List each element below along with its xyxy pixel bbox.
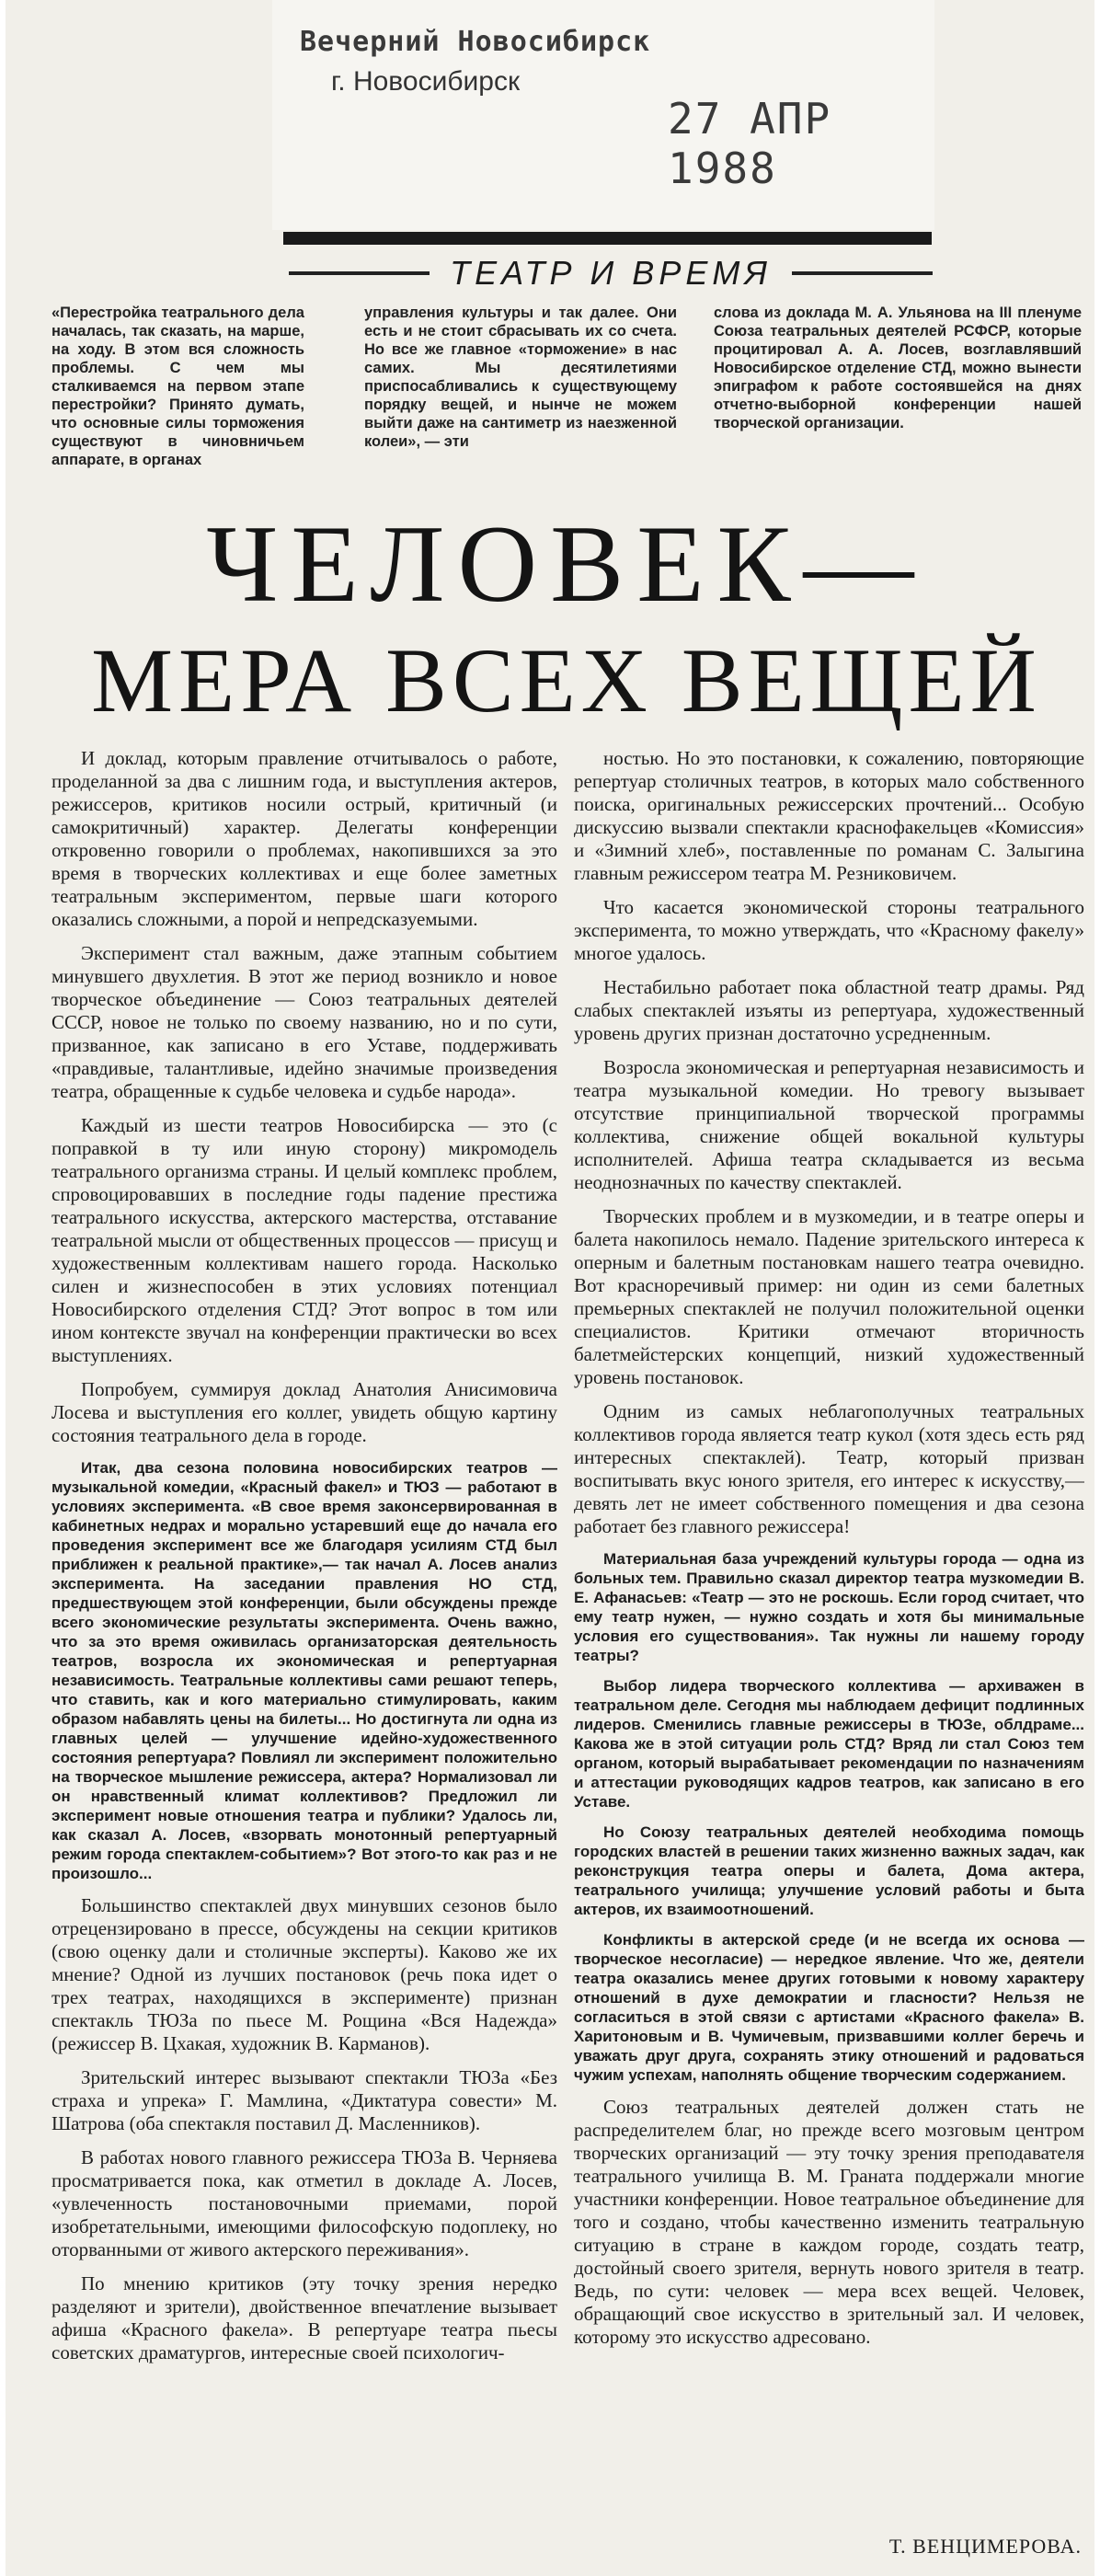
paragraph-bold-small: Материальная база учреждений культуры города — одна из больных тем. Правильно сказал директор театра музкомедии В. Е. Афанасьев: «Театр — это не роскошь. Если город считает, что ему театр нужен, — нужно создать и хотя бы минимальные условия его существования». Так нужны ли нашему городу театры?	[574, 1550, 1084, 1664]
paragraph-bold-small: Итак, два сезона половина новосибирских театров — музыкальной комедии, «Красный факел» и ТЮЗ — работают в условиях эксперимента. «В свое время законсервированная в кабинетных недрах и морально устаревший еще до начала его проведения эксперимент все же благодаря усилиям СТД был приближен к реальной практике»,— так начал А. Лосев анализ эксперимента. На заседании правления НО СТД, предшествующем этой конференции, были обсуждены прежде всего экономические результаты эксперимента. Очень важно, что за это время оживилась организаторская деятельность театров, возросла их экономическая и репертуарная независимость. Театральные коллективы сами решают теперь, что ставить, как и кого материально стимулировать, каким образом набавлять цены на билеты... Но достигнута ли одна из главных целей — улучшение идейно-художественного состояния репертуара? Повлиял ли эксперимент положительно на творческое мышление режиссера, актера? Нормализовал ли он нравственный климат коллективов? Предложил ли эксперимент новые отношения театра и публики? Удалось ли, как сказал А. Лосев, «взорвать монотонный репертуарный режим города спектаклем-событием»? Вот этого-то как раз и не произошло...	[52, 1459, 557, 1882]
paragraph-bold-small: Но Союзу театральных деятелей необходима помощь городских властей в решении таких жизненно важных задач, как реконструкция театра оперы и балета, Дома актера, театрального училища; улучшение условий работы и быта актеров, их взаимоотношений.	[574, 1823, 1084, 1918]
paragraph: Нестабильно работает пока областной театр драмы. Ряд слабых спектаклей изъяты из репертуара, художественный уровень других признан достаточно усредненным.	[574, 976, 1084, 1044]
paragraph-bold-small: Выбор лидера творческого коллектива — архиважен в театральном деле. Сегодня мы наблюдаем дефицит подлинных лидеров. Сменились главные режиссеры в ТЮЗе, облдраме... Какова же в этой ситуации роль СТД? Вряд ли стал Союз тем органом, который вырабатывает рекомендации по назначениям и аттестации руководящих кадров театров, как записано в его Уставе.	[574, 1677, 1084, 1811]
rubric-header	[289, 245, 933, 302]
lead-column-2: управления культуры и так далее. Они есть и не стоит сбрасывать их со счета. Но все же главное «торможение» в нас самих. Мы десятилетиями приспосабливались к существующему порядку вещей, и нынче не можем выйти даже на сантиметр из наезженной колеи», — эти	[364, 305, 677, 450]
lead-column-1: «Перестройка театрального дела началась, так сказать, на марше, на ходу. В этом вся сложность проблемы. С чем мы сталкиваемся на первом этапе перестройки? Принято думать, что основные силы торможения существуют в чиновничьем аппарате, в органах	[52, 305, 304, 468]
paragraph: Возросла экономическая и репертуарная независимость и театра музыкальной комедии. Но тревогу вызывает отсутствие принципиальной творческой программы коллектива, снижение общей вокальной культуры исполнителей. Афиша театра складывается из весьма неоднозначных по качеству спектаклей.	[574, 1056, 1084, 1193]
paragraph: Творческих проблем и в музкомедии, и в театре оперы и балета накопилось немало. Падение зрительского интереса к оперным и балетным постановкам нашего театра очевидно. Вот красноречивый пример: ни один из семи балетных премьерных спектаклей не получил положительной оценки специалистов. Критики отмечают вторичность балетмейстерских концепций, низкий художественный уровень постановок.	[574, 1205, 1084, 1388]
paragraph: Союз театральных деятелей должен стать не распределителем благ, но прежде всего мозговым центром творческих организаций — эту точку зрения преподавателя театрального училища В. М. Граната поддержали многие участники конференции. Новое театральное объединение для того и создано, чтобы качественно изменить театральную ситуацию в стране в каждом городе, создать театр, достойный своего зрителя, вернуть нового зрителя в театр. Ведь, по сути: человек — мера всех вещей. Человек, обращающий свое искусство в зрительный зал. И человек, которому это искусство адресовано.	[574, 2096, 1084, 2348]
paragraph: ностью. Но это постановки, к сожалению, повторяющие репертуар столичных театров, в которых мало собственного поиска, оригинальных режиссерских прочтений... Особую дискуссию вызвали спектакли краснофакельцев «Комиссия» и «Зимний хлеб», поставленные по романам С. Залыгина главным режиссером театра М. Резниковичем.	[574, 747, 1084, 884]
author-signature: Т. ВЕНЦИМЕРОВА.	[888, 2535, 1082, 2558]
paragraph: По мнению критиков (эту точку зрения нередко разделяют и зрители), двойственное впечатление вызывает афиша «Красного факела». В репертуаре театра пьесы советских драматургов, интересные своей психологич-	[52, 2272, 557, 2363]
paragraph: Попробуем, суммируя доклад Анатолия Анисимовича Лосева и выступления его коллег, увидеть общую картину состояния театрального дела в городе.	[52, 1378, 557, 1446]
article-column-left	[52, 747, 557, 2523]
rubric-rule-left	[289, 271, 430, 275]
stamp-date: 27 АПР 1988	[668, 94, 832, 193]
paragraph: Большинство спектаклей двух минувших сезонов было отрецензировано в прессе, обсуждены на секции критиков (свою оценку дали и столичные эксперты). Каково же их мнение? Одной из лучших постановок (речь пока идет о трех театрах, находящихся в эксперименте) признан спектакль ТЮЗа по пьесе М. Рощина «Вся Надежда» (режиссер В. Цхакая, художник В. Карманов).	[52, 1894, 557, 2054]
paragraph: Эксперимент стал важным, даже этапным событием минувшего двухлетия. В этот же период возникло и новое творческое объединение — Союз театральных деятелей СССР, новое не только по своему названию, но и по сути, призванное, как записано в его Уставе, поддерживать «правдивые, талантливые, идейно значимые произведения театра, обращенные к судьбе человека и судьбе народа».	[52, 942, 557, 1102]
rubric-title: ТЕАТР И ВРЕМЯ	[450, 254, 772, 292]
headline-line-2: МЕРА ВСЕХ ВЕЩЕЙ	[91, 629, 1042, 731]
article-column-right	[574, 747, 1084, 2523]
newspaper-clipping	[6, 0, 1094, 2576]
article-headline	[61, 501, 1072, 736]
lead-column-3: слова из доклада М. А. Ульянова на III пленуме Союза театральных деятелей РСФСР, которые процитировал А. А. Лосев, возглавлявший Новосибирское отделение СТД, можно вынести эпиграфом к работе состоявшейся на днях отчетно-выборной конференции нашей творческой организации.	[714, 305, 1082, 431]
paragraph: И доклад, которым правление отчитывалось о работе, проделанной за два с лишним года, и выступления актеров, режиссеров, критиков носили острый, критичный (и самокритичный) характер. Делегаты конференции откровенно говорили о проблемах, накопившихся за это время в творческих коллективах и еще более заметных театральным экспериментом, первые шаги которого оказались сложными, а порой и непредсказуемыми.	[52, 747, 557, 930]
archive-stamp	[272, 0, 934, 230]
paragraph: Каждый из шести театров Новосибирска — это (с поправкой в ту или иную сторону) микромодель театрального организма страны. И целый комплекс проблем, спровоцировавших в последние годы падение престижа театрального искусства, актерского мастерства, отставание театральной мысли от общественных процессов — присущ и художественным коллективам нашего города. Насколько силен и жизнеспособен в этих условиях потенциал Новосибирского отделения СТД? Этот вопрос в том или ином контексте звучал на конференции практически во всех выступлениях.	[52, 1114, 557, 1366]
stamp-city: г. Новосибирск	[331, 66, 521, 97]
paragraph: Зрительский интерес вызывают спектакли ТЮЗа «Без страха и упрека» Г. Мамлина, «Диктатура совести» М. Шатрова (оба спектакля поставил Д. Масленников).	[52, 2066, 557, 2134]
paragraph: Одним из самых неблагополучных театральных коллективов города является театр кукол (хотя здесь есть ряд интересных спектаклей). Театр, который призван воспитывать вкус юного зрителя, его интерес к искусству,— девять лет не имеет собственного помещения и два сезона работает без главного режиссера!	[574, 1400, 1084, 1537]
paragraph: Что касается экономической стороны театрального эксперимента, то можно утверждать, что «Красному факелу» многое удалось.	[574, 896, 1084, 964]
paragraph: В работах нового главного режиссера ТЮЗа В. Черняева просматривается пока, как отметил в докладе А. Лосев, «увлеченность постановочными приемами, порой изобретательными, имеющими философскую подоплеку, но оторванными от живого актерского переживания».	[52, 2146, 557, 2260]
stamp-newspaper-name: Вечерний Новосибирск	[300, 26, 651, 58]
rubric-rule-right	[792, 271, 933, 275]
headline-line-1: ЧЕЛОВЕК—	[206, 502, 927, 625]
rubric-top-bar	[283, 232, 932, 245]
paragraph-bold-small: Конфликты в актерской среде (и не всегда их основа — творческое несогласие) — нередкое явление. Что же, деятели театра оказались менее других готовыми к новому характеру отношений в духе демократии и гласности? Нельзя не согласиться в этой связи с артистами «Красного факела» В. Харитоновым и В. Чумичевым, призвавшими коллег беречь и уважать друг друга, сохранять этику отношений и радоваться чужим успехам, наполнять общение творческим содержанием.	[574, 1931, 1084, 2084]
